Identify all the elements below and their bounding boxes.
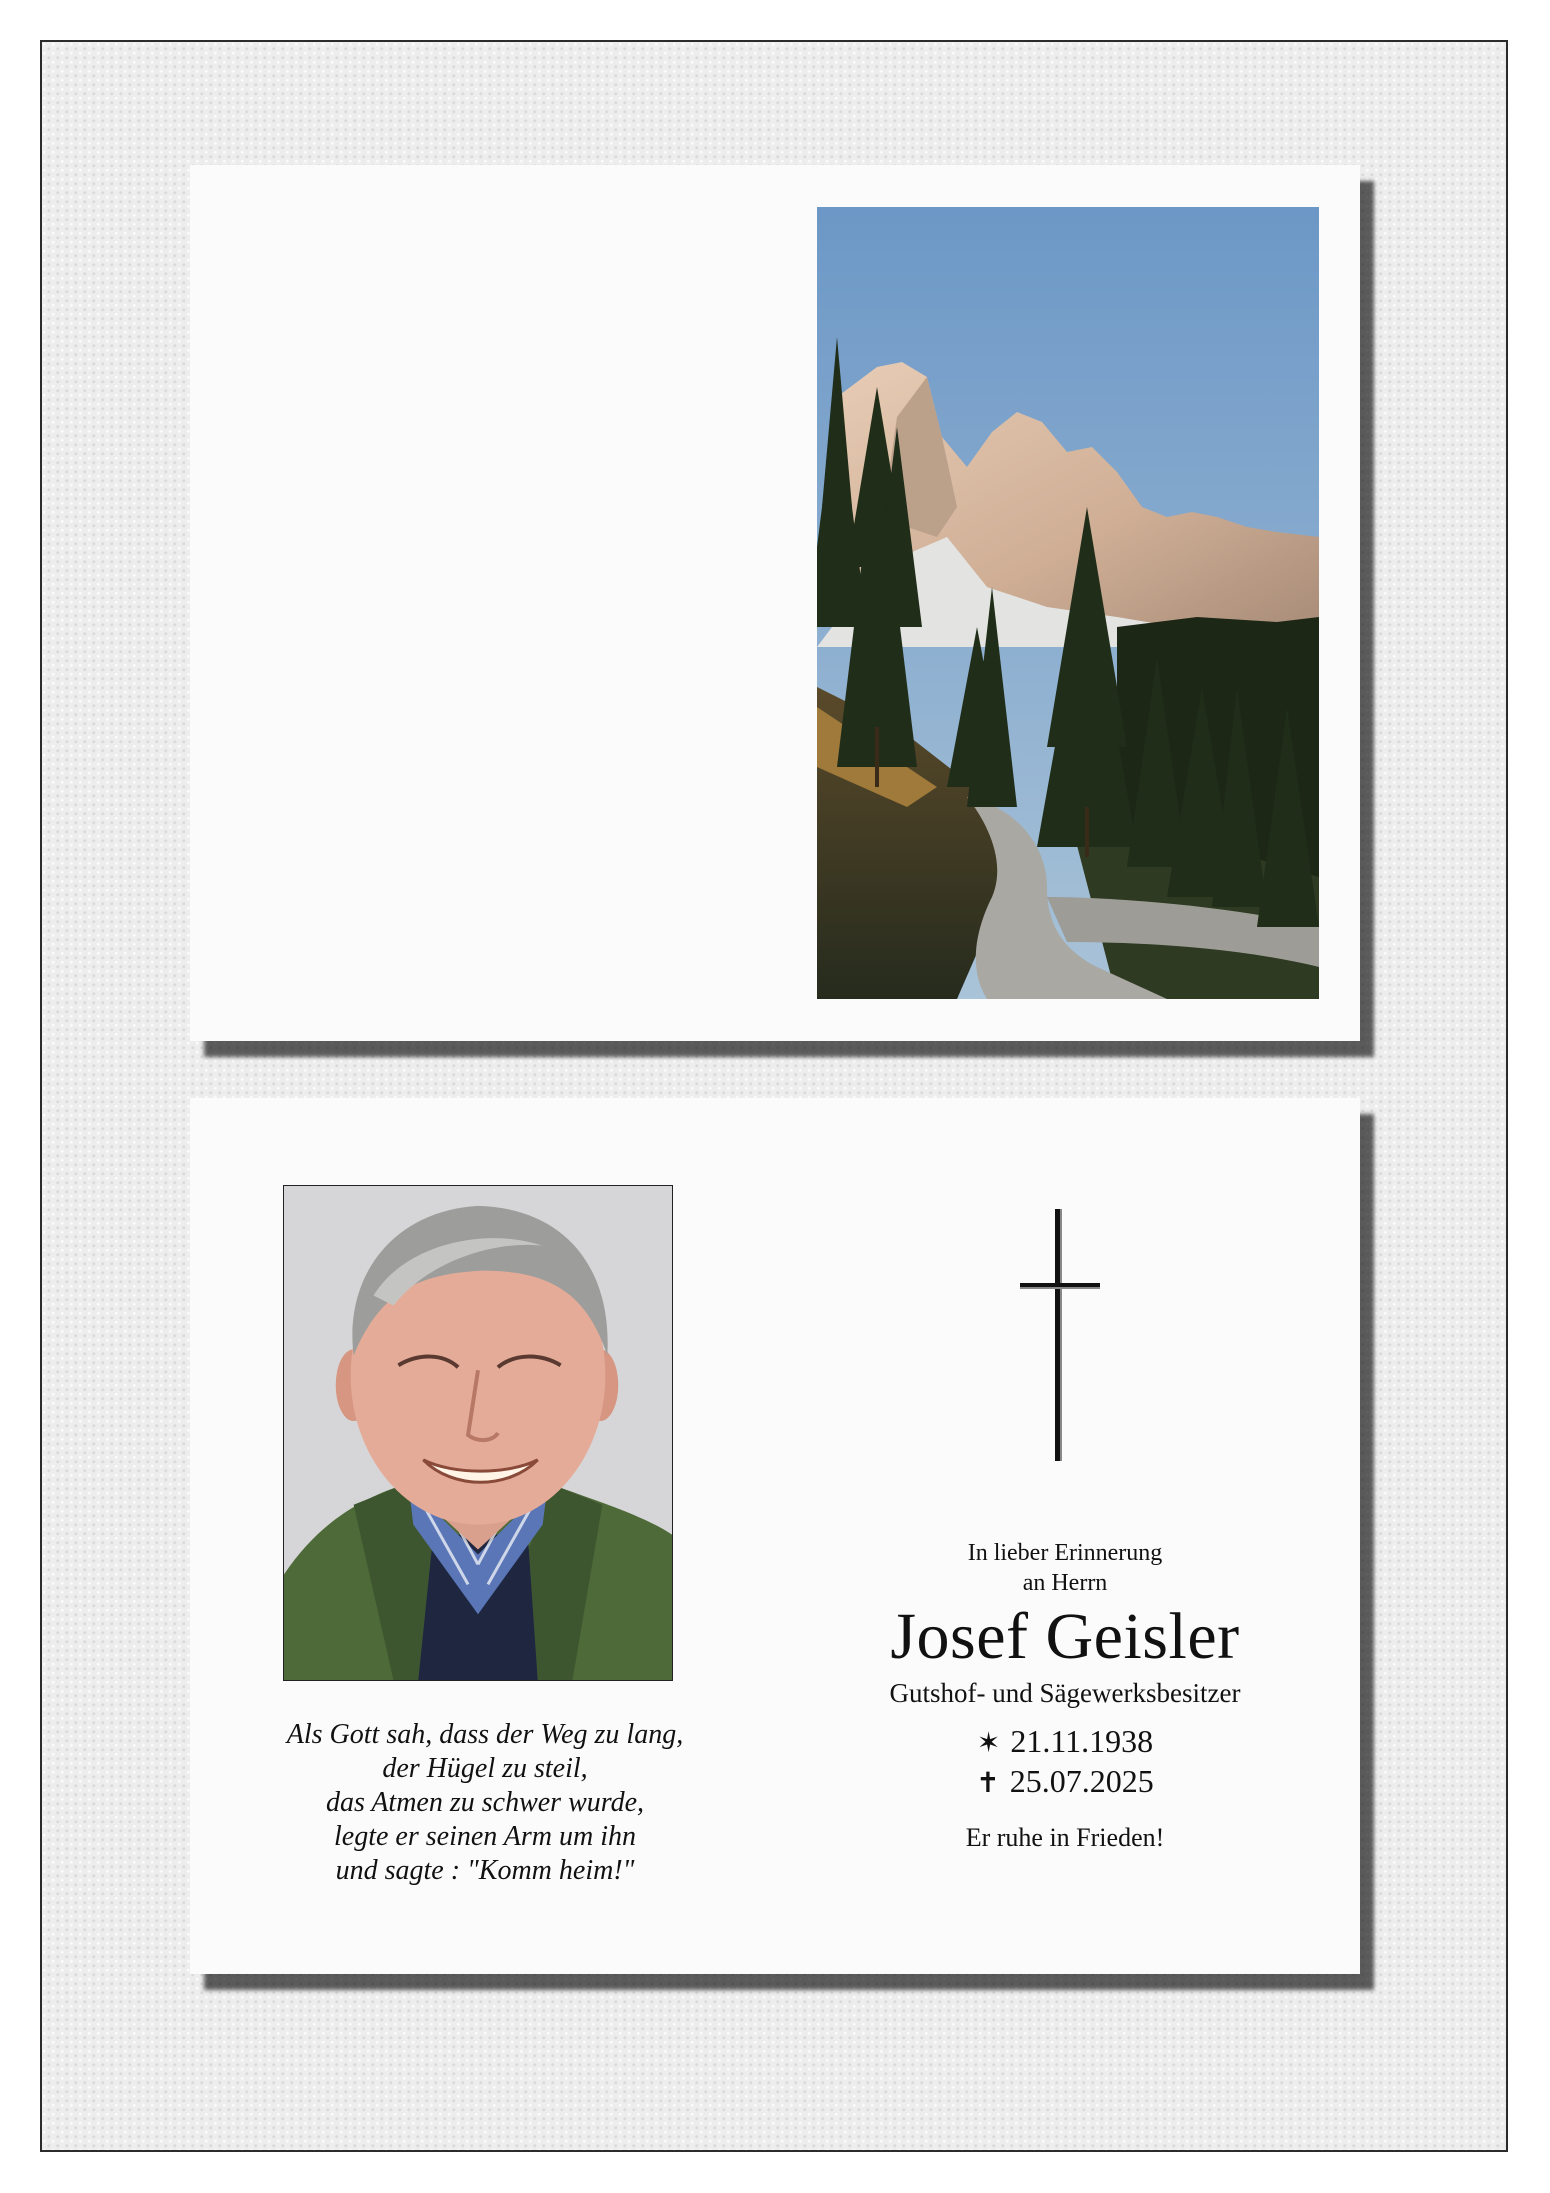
- memory-line-salutation: an Herrn: [1022, 1570, 1108, 1596]
- deceased-name: Josef Geisler: [890, 1600, 1240, 1673]
- cross-icon-drawing: [1018, 1209, 1102, 1461]
- card-front: [190, 1098, 1360, 1974]
- death-cross-icon: ✝: [976, 1766, 1000, 1799]
- poem: [220, 1718, 750, 1888]
- landscape-photo-image: [817, 207, 1319, 999]
- card-back: [190, 165, 1360, 1041]
- cross-icon: [1018, 1209, 1102, 1461]
- death-date: 25.07.2025: [1009, 1763, 1154, 1799]
- memory-line: In lieber Erinnerung: [967, 1540, 1163, 1566]
- death-row: [815, 1762, 1315, 1802]
- poem-line: Als Gott sah, dass der Weg zu lang,: [286, 1719, 684, 1750]
- poem-line: und sagte : "Komm heim!": [335, 1855, 635, 1886]
- closing-text: Er ruhe in Frieden!: [965, 1823, 1165, 1852]
- birth-row: [815, 1722, 1315, 1762]
- dates: [815, 1722, 1315, 1802]
- poem-line: legte er seinen Arm um ihn: [334, 1821, 636, 1852]
- landscape-photo: [817, 207, 1319, 999]
- memorial-text: [815, 1538, 1315, 1854]
- portrait-photo: [283, 1185, 673, 1681]
- poem-line: der Hügel zu steil,: [382, 1753, 588, 1784]
- occupation: Gutshof- und Sägewerksbesitzer: [889, 1678, 1241, 1708]
- birth-date: 21.11.1938: [1010, 1723, 1154, 1759]
- portrait-photo-image: [284, 1186, 672, 1680]
- birth-star-icon: ✶: [976, 1726, 1001, 1759]
- poem-line: das Atmen zu schwer wurde,: [325, 1787, 645, 1818]
